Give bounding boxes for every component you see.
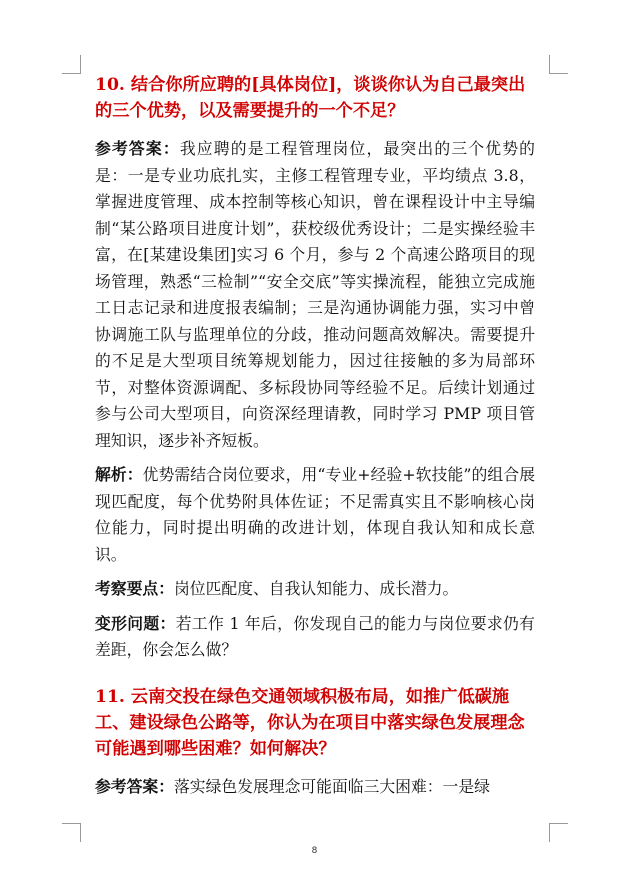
- question-10-answer: [95, 136, 535, 454]
- question-11-title: 11. 云南交投在绿色交通领域积极布局，如推广低碳施工、建设绿色公路等，你认为在项目中落实绿色发展理念可能遇到哪些困难？如何解决？: [95, 686, 525, 759]
- answer-label-11: 参考答案：: [95, 776, 174, 796]
- answer-label: 参考答案：: [95, 139, 180, 158]
- points-label: 考察要点：: [95, 579, 174, 598]
- question-10-analysis: [95, 462, 535, 568]
- variant-label: 变形问题：: [95, 613, 176, 633]
- variant-text: 若工作 1 年后，你发现自己的能力与岗位要求仍有差距，你会怎么做？: [95, 613, 535, 659]
- page-number: 8: [311, 846, 318, 856]
- points-text: 岗位匹配度、自我认知能力、成长潜力。: [174, 579, 459, 598]
- answer-text-11: 落实绿色发展理念可能面临三大困难：一是绿: [174, 776, 490, 796]
- crop-mark-bottom-left: [62, 823, 81, 842]
- question-10-points: [95, 576, 535, 603]
- answer-text: 我应聘的是工程管理岗位，最突出的三个优势的是：一是专业功底扎实，主修工程管理专业，平均绩点 3.8，掌握进度管理、成本控制等核心知识，曾在课程设计中主导编制“某公路项目进度计划”，获校级优秀设计；二是实操经验丰富，在[某建设集团]实习 6 个月，参与 2 个高速公路项目的现场管理，熟悉“三检制”“安全交底”等实操流程，能独立完成施工日志记录和进度报表编制；三是沟通协调能力强，实习中曾协调施工队与监理单位的分歧，推动问题高效解决。需要提升的不足是大型项目统筹规划能力，因过往接触的多为局部环节，对整体资源调配、多标段协同等经验不足。后续计划通过参与公司大型项目，向资深经理请教，同时学习 PMP 项目管理知识，逐步补齐短板。: [95, 139, 535, 450]
- question-11-answer: [95, 774, 535, 801]
- question-10-title: 10. 结合你所应聘的[具体岗位]，谈谈你认为自己最突出的三个优势，以及需要提升的一个不足？: [95, 75, 526, 121]
- crop-mark-top-left: [62, 55, 81, 74]
- crop-mark-top-right: [549, 55, 568, 74]
- analysis-label: 解析：: [95, 465, 143, 484]
- page-content: [95, 68, 535, 808]
- question-10-variant: [95, 611, 535, 664]
- analysis-text: 优势需结合岗位要求，用“专业+经验+软技能”的组合展现匹配度，每个优势附具体佐证；不足需真实且不影响核心岗位能力，同时提出明确的改进计划，体现自我认知和成长意识。: [95, 465, 535, 564]
- crop-mark-bottom-right: [549, 823, 568, 842]
